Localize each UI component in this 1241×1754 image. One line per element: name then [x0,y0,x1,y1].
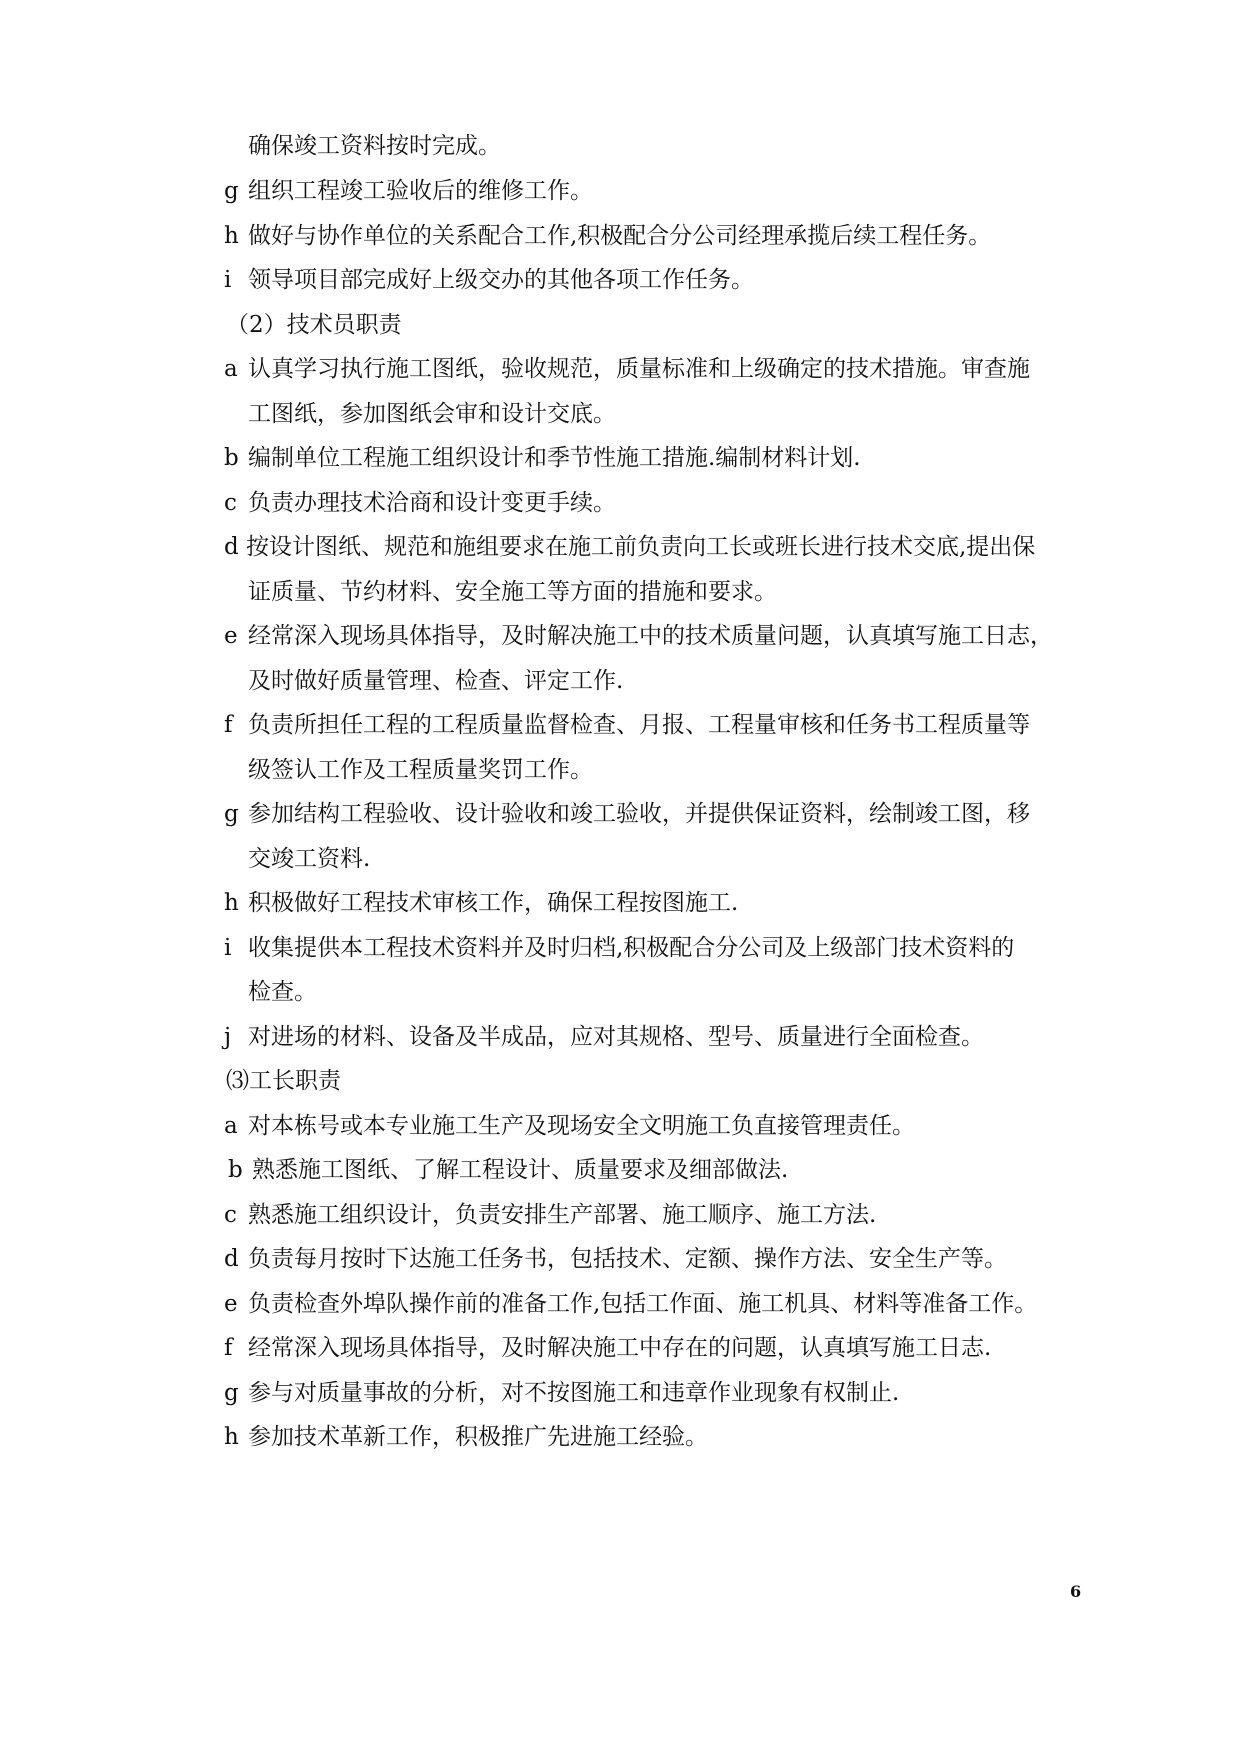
list-item: d 负责每月按时下达施工任务书，包括技术、定额、操作方法、安全生产等。 [224,1246,1007,1272]
list-item: f 经常深入现场具体指导，及时解决施工中存在的问题，认真填写施工日志. [224,1335,992,1361]
list-item: h 做好与协作单位的关系配合工作,积极配合分公司经理承揽后续工程任务。 [224,223,992,249]
page-number: 6 [1070,1582,1082,1601]
list-item: a 认真学习执行施工图纸，验收规范，质量标准和上级确定的技术措施。审查施 [224,356,1030,382]
list-item-continuation: 及时做好质量管理、检查、评定工作. [248,668,624,694]
list-item: g 参加结构工程验收、设计验收和竣工验收，并提供保证资料，绘制竣工图，移 [224,801,1030,827]
list-item: a 对本栋号或本专业施工生产及现场安全文明施工负直接管理责任。 [224,1113,915,1139]
list-item: c 负责办理技术洽商和设计变更手续。 [224,490,616,516]
list-item-continuation: 工图纸，参加图纸会审和设计交底。 [248,401,616,427]
list-item: j 对进场的材料、设备及半成品，应对其规格、型号、质量进行全面检查。 [224,1024,984,1050]
list-item: e 负责检查外埠队操作前的准备工作,包括工作面、施工机具、材料等准备工作。 [224,1291,1038,1317]
list-item: h 积极做好工程技术审核工作，确保工程按图施工. [224,890,739,916]
section-heading: ⑶工长职责 [226,1068,341,1094]
list-item: g 参与对质量事故的分析，对不按图施工和违章作业现象有权制止. [224,1380,900,1406]
list-item: i 收集提供本工程技术资料并及时归档,积极配合分公司及上级部门技术资料的 [224,935,1015,961]
section-heading: （2）技术员职责 [226,312,402,338]
list-item: i 领导项目部完成好上级交办的其他各项工作任务。 [224,267,754,293]
list-item-continuation: 检查。 [248,979,317,1005]
list-item: f 负责所担任工程的工程质量监督检查、月报、工程量审核和任务书工程质量等 [224,712,1030,738]
list-item-continuation: 证质量、节约材料、安全施工等方面的措施和要求。 [248,579,777,605]
list-item: h 参加技术革新工作，积极推广先进施工经验。 [224,1424,708,1450]
list-item: c 熟悉施工组织设计，负责安排生产部署、施工顺序、施工方法. [224,1202,877,1228]
list-item: b 编制单位工程施工组织设计和季节性施工措施.编制材料计划. [224,445,861,471]
list-item: d 按设计图纸、规范和施组要求在施工前负责向工长或班长进行技术交底,提出保 [224,534,1036,560]
list-item-continuation: 交竣工资料. [248,846,371,872]
list-item: e 经常深入现场具体指导，及时解决施工中的技术质量问题，认真填写施工日志， [224,623,1053,649]
list-item: g 组织工程竣工验收后的维修工作。 [224,178,593,204]
paragraph-line: 确保竣工资料按时完成。 [248,133,501,159]
list-item: b 熟悉施工图纸、了解工程设计、质量要求及细部做法. [228,1157,789,1183]
list-item-continuation: 级签认工作及工程质量奖罚工作。 [248,757,593,783]
